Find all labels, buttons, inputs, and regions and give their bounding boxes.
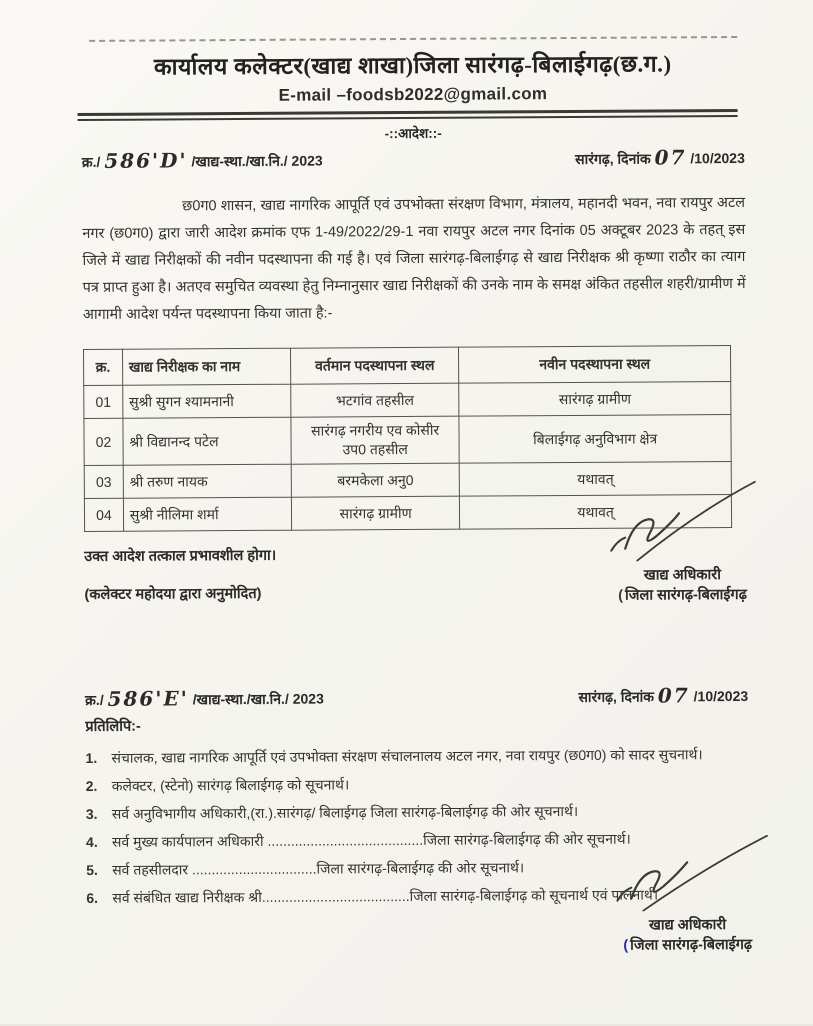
item-text: सर्व अनुविभागीय अधिकारी,(रा.).सारंगढ़/ बिलाईगढ़ जिला सारंगढ़-बिलाईगढ़ की ओर सूचनार्थ।	[111, 802, 579, 822]
list-item	[86, 770, 749, 798]
ref-suffix: /खाद्य-स्था./खा.नि./ 2023	[191, 152, 323, 170]
pen-stroke-mark: (	[618, 587, 624, 604]
signatory-title: खाद्य अधिकारी	[643, 567, 721, 584]
date-suffix: /10/2023	[693, 687, 749, 705]
cell-name: श्री तरुण नायक	[123, 464, 291, 498]
ref-number-handwritten: 586'E'	[107, 686, 189, 711]
table-row	[84, 382, 731, 419]
handwritten-signature	[597, 832, 777, 915]
reference-line-d	[82, 146, 745, 172]
col-header-name: खाद्य निरीक्षक का नाम	[122, 348, 290, 385]
copy-to-heading: प्रतिलिपि:-	[85, 718, 141, 735]
cell-new: यथावत्	[460, 495, 732, 530]
collector-approval-line: (कलेक्टर महोदया द्वारा अनुमोदित)	[84, 585, 262, 603]
cell-new: बिलाईगढ़ अनुविभाग क्षेत्र	[459, 415, 731, 464]
table-header-row	[84, 346, 731, 386]
ref-suffix: /खाद्य-स्था./खा.नि./ 2023	[192, 690, 324, 708]
place-date-prefix: सारंगढ़, दिनांक	[575, 150, 655, 167]
item-number: 6.	[86, 889, 99, 906]
signature-block-upper	[587, 476, 778, 605]
cell-sno: 03	[84, 465, 123, 498]
cell-new: सारंगढ़ ग्रामीण	[459, 382, 731, 417]
date-handwritten: 07	[657, 683, 690, 708]
cell-current: बरमकेला अनु0	[291, 463, 459, 497]
order-body-paragraph: छ0ग0 शासन, खाद्य नागरिक आपूर्ति एवं उपभोक्ता संरक्षण विभाग, मंत्रालय, महानदी भवन, नवा रायपुर अटल नगर (छ0ग0) द्वारा जारी आदेश क्रमांक एफ 1-49/2022/29-1 नवा रायपुर अटल नगर दिनांक 05 अक्टूबर 2023 के तहत् इस जिले में खाद्य निरीक्षकों की नवीन पदस्थापना की गई है। एवं जिला सारंगढ़-बिलाईगढ़ से खाद्य निरीक्षक श्री कृष्णा राठौर का त्याग पत्र प्राप्त हुआ है। अतएव समुचित व्यवस्था हेतु निम्नानुसार खाद्य निरीक्षकों की उनके नाम के समक्ष अंकित तहसील शहरी/ग्रामीण में आगामी आदेश पर्यन्त पदस्थापना किया जाता है:-	[82, 194, 746, 323]
reference-number-d	[82, 149, 323, 172]
cell-current: सारंगढ़ नगरीय एव कोसीर उप0 तहसील	[291, 416, 460, 464]
cell-name: सुश्री सुगन श्यामनानी	[123, 384, 291, 418]
date-handwritten: 07	[654, 145, 687, 170]
date-suffix: /10/2023	[690, 149, 745, 167]
blue-pen-mark: (	[623, 937, 629, 954]
cell-name: श्री विद्यानन्द पटेल	[123, 417, 292, 465]
office-email: E-mail –foodsb2022@gmail.com	[278, 84, 548, 105]
list-item	[86, 798, 749, 826]
cell-sno: 02	[84, 418, 123, 465]
reference-line-e	[85, 684, 748, 710]
cell-current: भटगांव तहसील	[291, 383, 459, 417]
ref-number-handwritten: 586'D'	[104, 148, 188, 173]
order-heading: -::आदेश::-	[384, 125, 442, 142]
cell-name: सुश्री नीलिमा शर्मा	[123, 497, 291, 531]
reference-number-e	[85, 687, 324, 710]
cell-sno: 01	[84, 385, 123, 418]
effective-immediately-line: उक्त आदेश तत्काल प्रभावशील होगा।	[84, 547, 277, 565]
item-text: कलेक्टर, (स्टेनो) सारंगढ़ बिलाईगढ़ को सूचनार्थ।	[111, 776, 350, 794]
place-date-e	[578, 684, 748, 707]
item-number: 4.	[85, 833, 98, 850]
signatory-district: ( जिला सारंगढ़-बिलाईगढ़	[618, 586, 747, 604]
cell-sno: 04	[84, 498, 123, 531]
item-text: सर्व मुख्य कार्यपालन अधिकारी ........................................जिला सारंगढ़-बिलाईगढ़ की ओर सूचनार्थ।	[111, 830, 631, 850]
top-dashed-divider	[89, 36, 737, 42]
col-header-sno: क्र.	[84, 349, 123, 385]
signature-block-lower	[587, 832, 788, 955]
ref-prefix: क्र./	[85, 691, 104, 708]
list-item	[85, 742, 748, 770]
item-number: 3.	[85, 805, 98, 822]
cell-new: यथावत्	[459, 462, 731, 497]
cell-current: सारंगढ़ ग्रामीण	[291, 496, 459, 530]
item-text: संचालक, खाद्य नागरिक आपूर्ति एवं उपभोक्ता संरक्षण संचालनालय अटल नगर, नवा रायपुर (छ0ग0) को सादर सुचनार्थ।	[111, 746, 703, 766]
item-text: सर्व तहसीलदार ................................जिला सारंगढ़-बिलाईगढ़ की ओर सूचनार्थ।	[112, 859, 525, 878]
signatory-title: खाद्य अधिकारी	[648, 917, 727, 934]
handwritten-signature	[597, 476, 768, 565]
ref-prefix: क्र./	[81, 153, 101, 170]
spacer	[85, 600, 748, 682]
place-date-prefix: सारंगढ़, दिनांक	[578, 688, 658, 705]
table-row	[84, 415, 731, 466]
place-date-d	[575, 146, 745, 169]
col-header-new-posting: नवीन पदस्थापना स्थल	[459, 346, 731, 384]
item-number: 2.	[85, 777, 98, 794]
col-header-current-posting: वर्तमान पदस्थापना स्थल	[291, 347, 459, 384]
item-number: 5.	[86, 861, 98, 878]
signatory-district: ( जिला सारंगढ़-बिलाईगढ़	[623, 936, 753, 954]
item-text: सर्व संबंधित खाद्य निरीक्षक श्री......................................जिला सारंगढ़-बिलाईगढ़ को सूचनार्थ एवं पालनार्थ।	[112, 886, 659, 906]
header-double-divider	[78, 109, 738, 121]
office-title: कार्यालय कलेक्टर(खाद्य शाखा)जिला सारंगढ़-बिलाईगढ़(छ.ग.)	[153, 51, 672, 80]
item-number: 1.	[85, 749, 98, 766]
